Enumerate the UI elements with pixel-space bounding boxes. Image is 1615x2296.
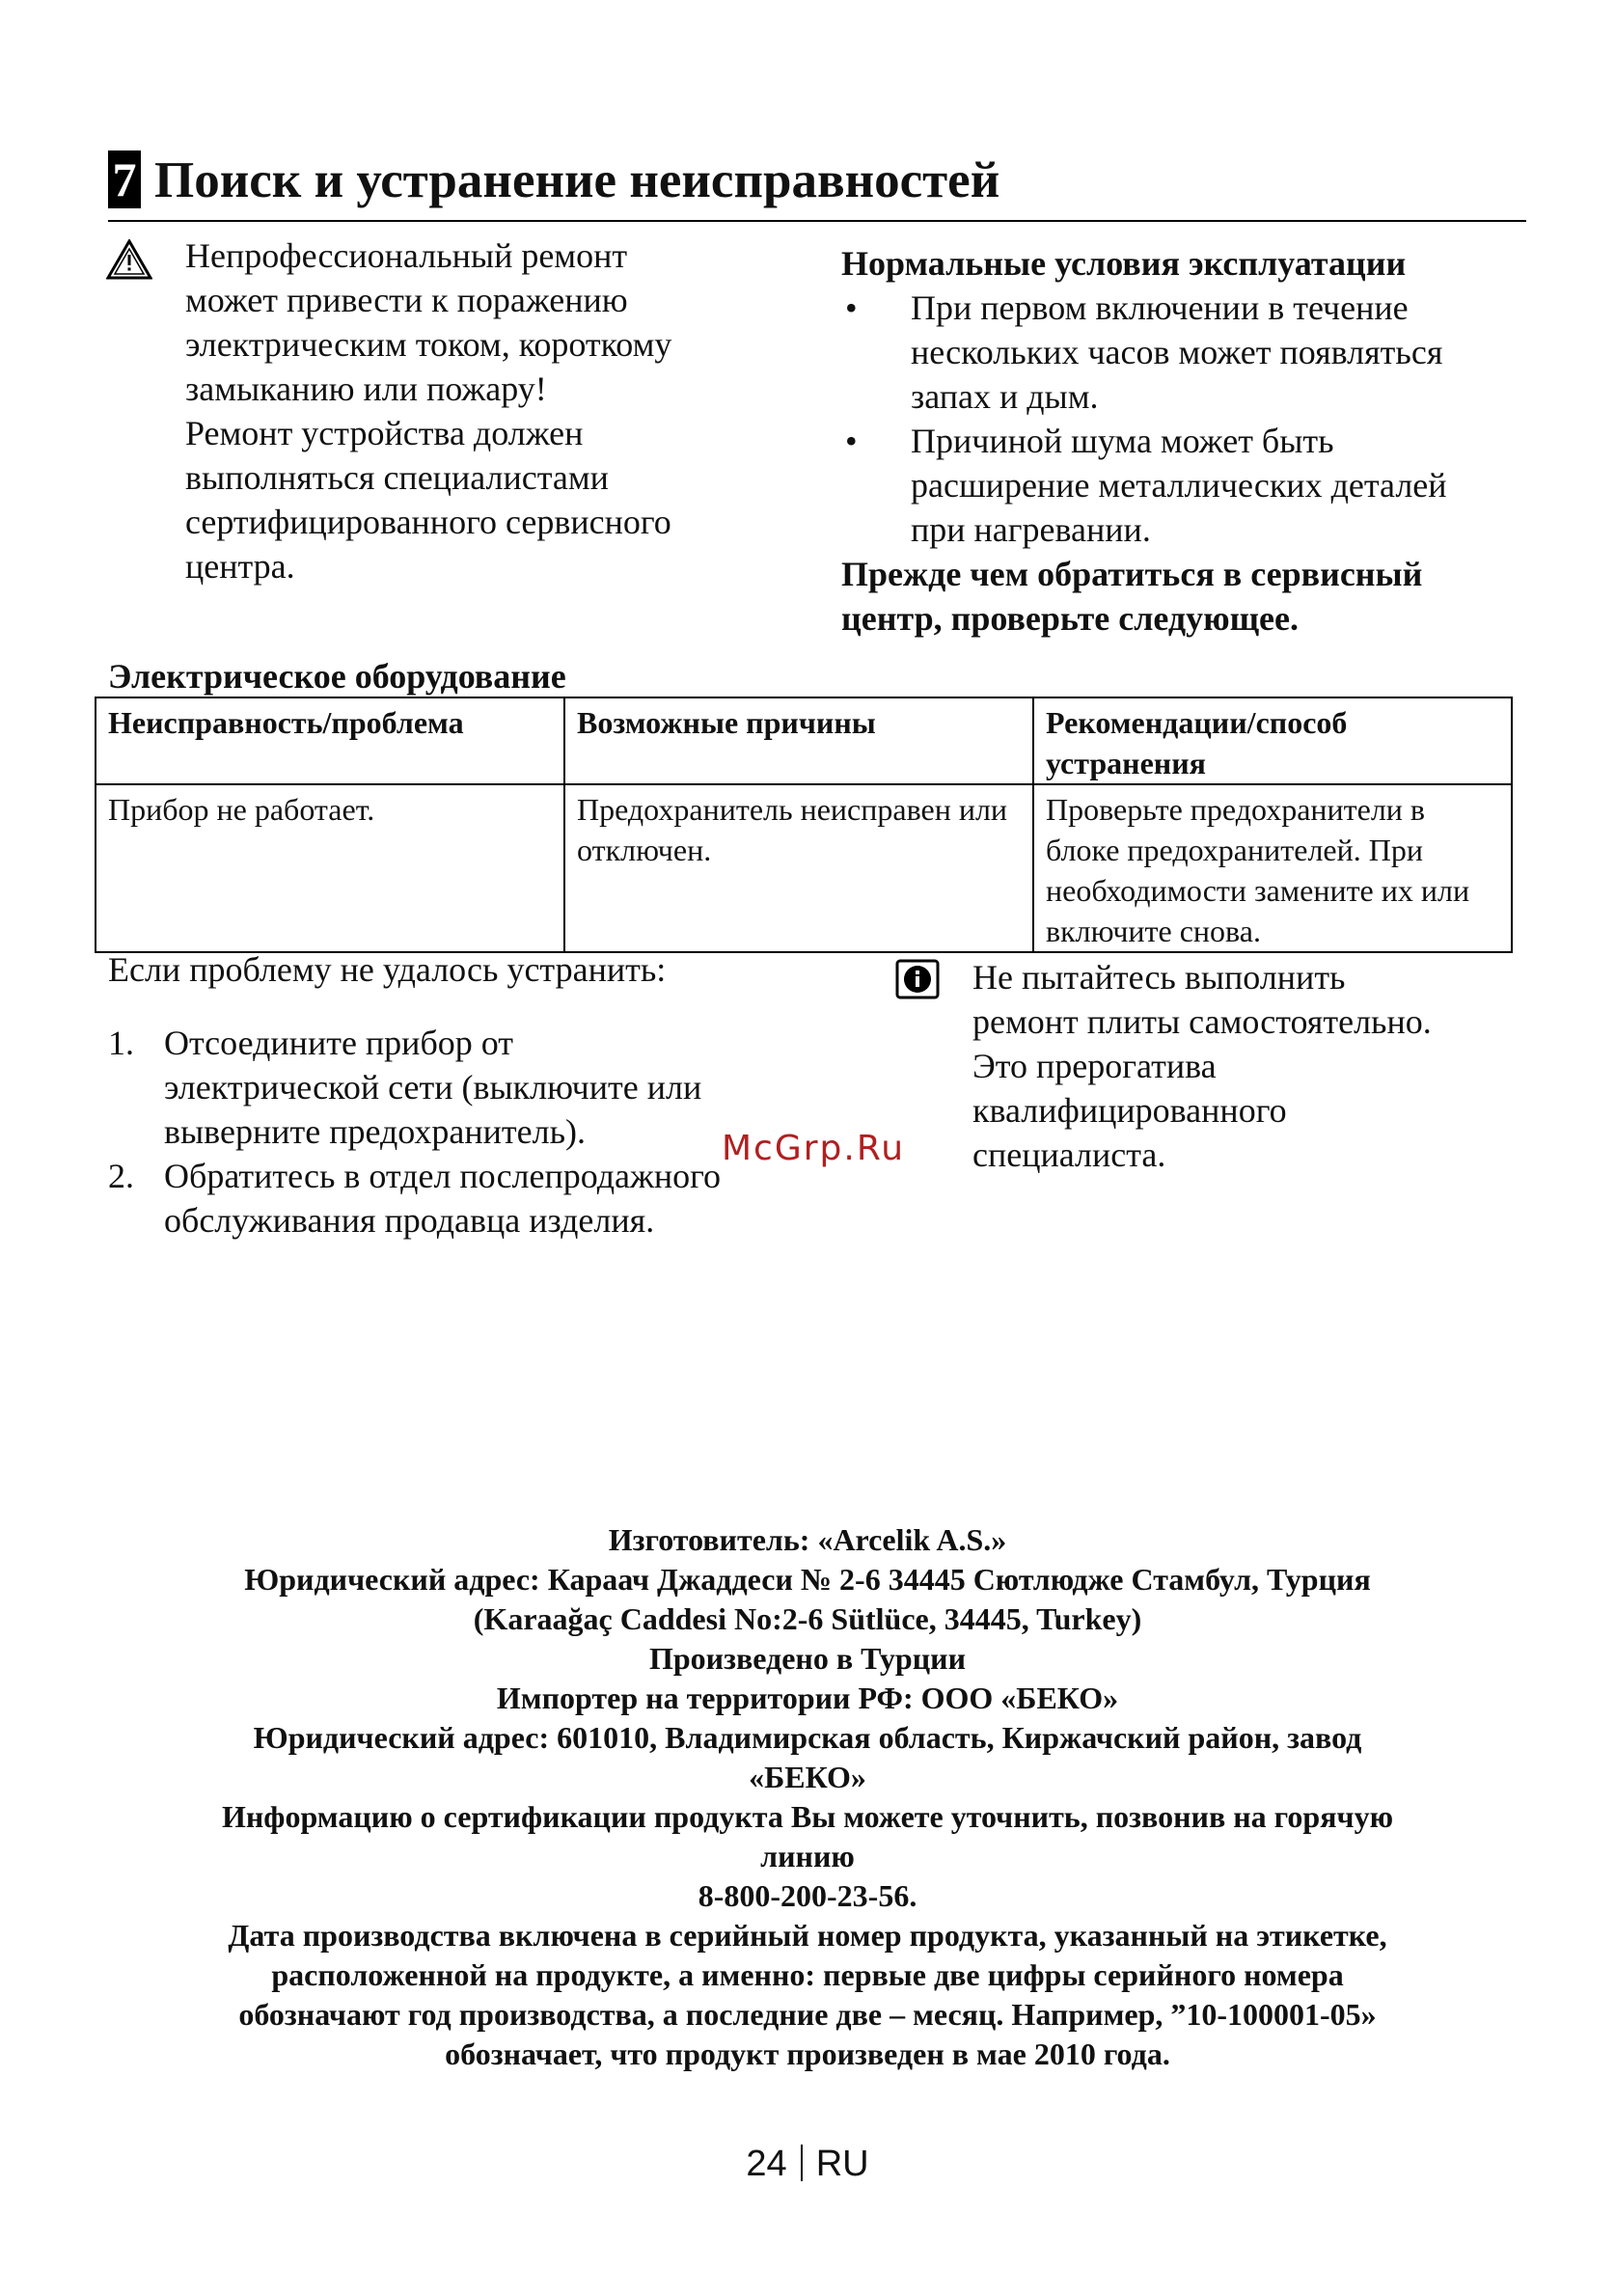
legal-line: 8-800-200-23-56. [698, 1878, 917, 1913]
page-language: RU [815, 2144, 869, 2184]
warning-paragraph: Ремонт устройства должен выполняться специалистами сертифицированного сервисного центра. [185, 414, 671, 586]
legal-line: Юридический адрес: 601010, Владимирская область, Киржачский район, завод [253, 1720, 1362, 1755]
list-item: 2. Обратитесь в отдел послепродажного обслуживания продавца изделия. [108, 1154, 803, 1243]
bullet-icon: • [845, 422, 858, 460]
steps-intro: Если проблему не удалось устранить: [108, 950, 667, 989]
table-cell: Прибор не работает. [96, 784, 564, 952]
table-cell: Предохранитель неисправен или отключен. [564, 784, 1033, 952]
table-header-row [96, 697, 1512, 784]
legal-line: Импортер на территории РФ: ООО «БЕКО» [496, 1681, 1119, 1715]
page-number-value: 24 [746, 2144, 787, 2184]
table-title: Электрическое оборудование [108, 657, 566, 696]
section-heading [108, 147, 1526, 222]
normal-conditions-list [841, 286, 1536, 552]
list-item: • При первом включении в течение нескольких часов может появляться запах и дым. [841, 286, 1536, 419]
list-item: • Причиной шума может быть расширение металлических деталей при нагревании. [841, 419, 1536, 552]
normal-conditions-section [841, 241, 1536, 641]
legal-line: линию [760, 1839, 855, 1873]
info-icon [895, 959, 940, 999]
table-header: Рекомендации/способ устранения [1033, 697, 1512, 784]
warning-text [185, 233, 822, 588]
info-note-text: Не пытайтесь выполнить ремонт плиты самостоятельно. Это прерогатива квалифицированного специалиста. [972, 958, 1432, 1174]
legal-line: обозначает, что продукт произведен в мае 2010 года. [445, 2036, 1170, 2071]
manufacturer-info [116, 1520, 1499, 2074]
step-number: 2. [108, 1157, 134, 1195]
list-item: 1. Отсоедините прибор от электрической сети (выключите или выверните предохранитель). [108, 1021, 803, 1154]
legal-line: обозначают год производства, а последние две – месяц. Например, ”10-100001-05» [238, 1997, 1377, 2032]
legal-line: (Karaağaç Caddesi No:2-6 Sütlüce, 34445, Turkey) [473, 1601, 1142, 1636]
bullet-icon: • [845, 288, 858, 327]
steps-list [108, 1021, 803, 1243]
normal-conditions-title: Нормальные условия эксплуатации [841, 244, 1407, 283]
legal-line: «БЕКО» [749, 1760, 866, 1794]
legal-line: расположенной на продукте, а именно: первые две цифры серийного номера [271, 1957, 1344, 1992]
page-number [0, 2144, 1615, 2185]
warning-paragraph: Непрофессиональный ремонт может привести к поражению электрическим током, короткому замыканию или пожару! [185, 236, 672, 408]
legal-line: Информацию о сертификации продукта Вы можете уточнить, позвонив на горячую [221, 1799, 1394, 1834]
legal-line: Произведено в Турции [648, 1641, 966, 1676]
page-title: Поиск и устранение неисправностей [154, 152, 1000, 208]
legal-line: Дата производства включена в серийный номер продукта, указанный на этикетке, [228, 1918, 1387, 1953]
table-header: Возможные причины [564, 697, 1033, 784]
legal-line: Юридический адрес: Караач Джаддеси № 2-6 34445 Сютлюдже Стамбул, Турция [244, 1562, 1371, 1597]
troubleshooting-table [95, 697, 1513, 953]
step-number: 1. [108, 1024, 134, 1062]
check-note: Прежде чем обратиться в сервисный центр, проверьте следующее. [841, 555, 1423, 638]
table-header: Неисправность/проблема [96, 697, 564, 784]
chapter-number: 7 [108, 150, 141, 208]
warning-triangle-icon [106, 239, 152, 280]
watermark: McGrp.Ru [722, 1129, 906, 1168]
page-divider [801, 2145, 803, 2181]
table-row [96, 784, 1512, 952]
table-cell: Проверьте предохранители в блоке предохранителей. При необходимости замените их или включите снова. [1033, 784, 1512, 952]
legal-line: Изготовитель: «Arcelik A.S.» [608, 1522, 1007, 1557]
